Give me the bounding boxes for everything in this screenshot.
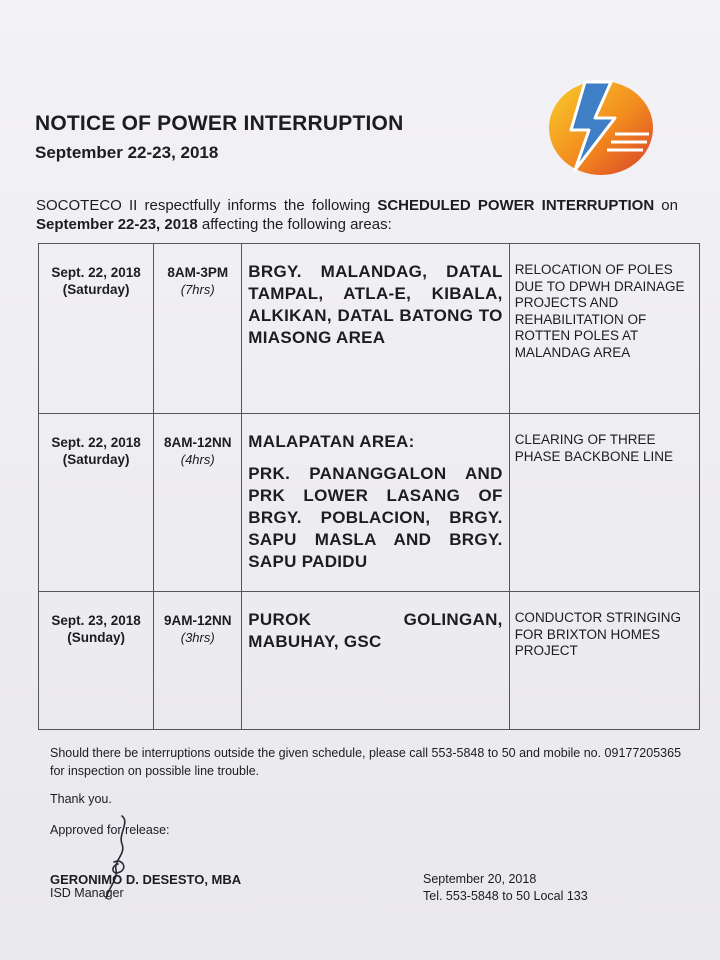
signer-name: GERONIMO D. DESESTO, MBA	[50, 872, 242, 887]
duration-value: (4hrs)	[180, 452, 215, 467]
area-cell	[242, 244, 509, 414]
notice-date-range: September 22-23, 2018	[35, 143, 219, 162]
intro-text-2: on	[654, 197, 678, 214]
intro-emphasis-2: September 22-23, 2018	[36, 216, 198, 233]
time-value: 8AM-3PM	[167, 265, 229, 280]
date-text	[39, 414, 153, 468]
intro-emphasis-1: SCHEDULED POWER INTERRUPTION	[377, 197, 655, 214]
area-cell	[242, 592, 509, 730]
day-value: (Sunday)	[67, 630, 125, 645]
reason-text: CLEARING OF THREE PHASE BACKBONE LINE	[514, 432, 673, 464]
date-cell	[39, 244, 154, 414]
table-row	[39, 592, 700, 730]
intro-paragraph	[36, 196, 678, 234]
day-value: (Saturday)	[62, 282, 130, 297]
approved-for-release-label: Approved for release:	[50, 823, 170, 837]
time-value: 9AM-12NN	[163, 613, 232, 628]
contact-note: Should there be interruptions outside the given schedule, please call 553-5848 to 50 and mobile no. 09177205365 for inspection on possible line trouble.	[50, 746, 682, 778]
date-cell	[39, 592, 154, 730]
date-value: Sept. 22, 2018	[51, 435, 141, 450]
date-value: Sept. 23, 2018	[51, 613, 141, 628]
reason-cell	[509, 592, 699, 730]
date-text	[39, 592, 153, 646]
table-row	[39, 244, 700, 414]
reason-cell	[509, 244, 699, 414]
duration-value: (3hrs)	[180, 630, 215, 645]
notice-title: NOTICE OF POWER INTERRUPTION	[35, 112, 404, 135]
time-cell	[154, 414, 242, 592]
schedule-table	[38, 243, 700, 730]
area-cell	[242, 414, 509, 592]
telephone-number: Tel. 553-5848 to 50 Local 133	[423, 889, 588, 903]
day-value: (Saturday)	[62, 452, 130, 467]
thank-you-text: Thank you.	[50, 792, 112, 806]
reason-cell	[509, 414, 699, 592]
socoteco-logo-icon	[545, 74, 657, 178]
intro-text-1: SOCOTECO II respectfully informs the following	[36, 197, 378, 214]
signer-role: ISD Manager	[50, 886, 124, 900]
date-text	[39, 244, 153, 298]
area-text: BRGY. MALANDAG, DATAL TAMPAL, ATLA-E, KIBALA, ALKIKAN, DATAL BATONG TO MIASONG AREA	[248, 262, 503, 347]
time-cell	[154, 244, 242, 414]
time-cell	[154, 592, 242, 730]
duration-value: (7hrs)	[180, 282, 215, 297]
issue-date: September 20, 2018	[423, 872, 537, 886]
table-row	[39, 414, 700, 592]
area-detail-text: PRK. PANANGGALON AND PRK LOWER LASANG OF BRGY. POBLACION, BRGY. SAPU MASLA AND BRGY. SAPU PADIDU	[248, 464, 503, 571]
date-cell	[39, 414, 154, 592]
reason-text: RELOCATION OF POLES DUE TO DPWH DRAINAGE PROJECTS AND REHABILITATION OF ROTTEN POLES AT MALANDAG AREA	[514, 262, 685, 360]
area-text: MALAPATAN AREA:	[248, 432, 415, 451]
area-text: PUROK GOLINGAN, MABUHAY, GSC	[248, 610, 503, 651]
date-value: Sept. 22, 2018	[51, 265, 141, 280]
time-value: 8AM-12NN	[163, 435, 232, 450]
reason-text: CONDUCTOR STRINGING FOR BRIXTON HOMES PROJECT	[514, 610, 681, 658]
intro-text-3: affecting the following areas:	[197, 216, 392, 233]
